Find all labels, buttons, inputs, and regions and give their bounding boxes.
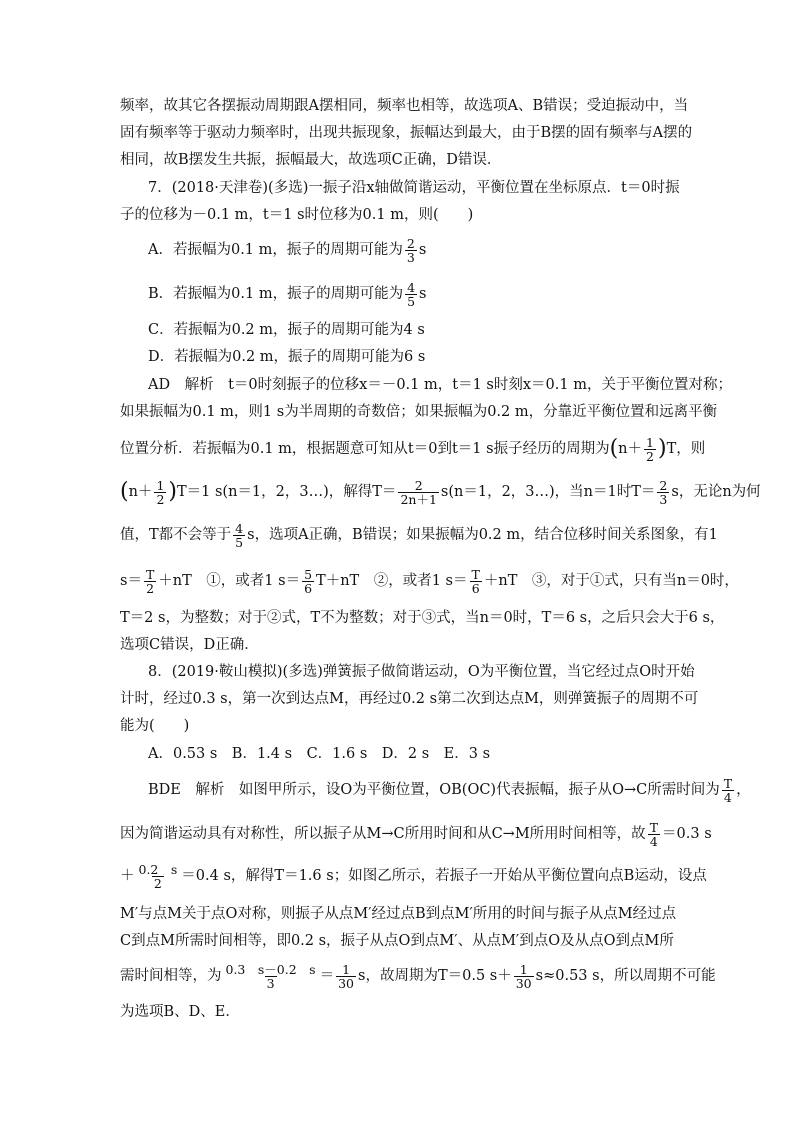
fraction: $\frac{5}{6}$ — [304, 566, 313, 596]
option-d: D．若振幅为0.2 m，振子的周期可能为6 s — [148, 349, 426, 365]
fraction: $\frac{2}{2n+1}$ — [400, 477, 437, 507]
solution-line: C到点M所需时间相等，即0.2 s，振子从点O到点M′、从点M′到点O及从点O到点M所 — [120, 933, 674, 949]
solution-line: ＋ $\frac{0.2 s}{2}$ ＝0.4 s，解得T＝1.6 s；如图乙所示，若振子一开始从平衡位置向点B运动，设点 — [120, 861, 707, 891]
option-c: C．若振幅为0.2 m，振子的周期可能为4 s — [148, 322, 425, 338]
solution-line: AD 解析 t＝0时刻振子的位移x＝－0.1 m，t＝1 s时刻x＝0.1 m，关于平衡位置对称； — [148, 377, 732, 393]
text-line: 固有频率等于驱动力频率时，出现共振现象，振幅达到最大，由于B摆的固有频率与A摆的 — [120, 125, 693, 141]
solution-line: 选项C错误，D正确． — [120, 637, 259, 653]
fraction: $\frac{1}{30}$ — [338, 961, 354, 991]
solution-line: 如果振幅为0.1 m，则1 s为半周期的奇数倍；如果振幅为0.2 m，分靠近平衡位置和远离平衡 — [120, 404, 718, 420]
solution-line: T＝2 s，为整数；对于②式，T不为整数；对于③式，当n＝0时，T＝6 s，之后只会大于6 s， — [120, 610, 725, 626]
question-7-stem: 7．(2018·天津卷)(多选)一振子沿x轴做简谐运动，平衡位置在坐标原点．t＝0时振 — [148, 180, 680, 196]
fraction: $\frac{4}{5}$ — [407, 279, 416, 309]
question-8-stem: 计时，经过0.3 s，第一次到达点M，再经过0.2 s第二次到达点M，则弹簧振子的周期不可 — [120, 691, 699, 707]
fraction: $\frac{0.2 s}{2}$ — [138, 861, 178, 891]
question-8-stem: 8．(2019·鞍山模拟)(多选)弹簧振子做简谐运动，O为平衡位置，当它经过点O时开始 — [148, 664, 695, 680]
solution-line: 为选项B、D、E． — [120, 1004, 240, 1020]
option-a: A．若振幅为0.1 m，振子的周期可能为 $\frac{2}{3}$ s — [148, 235, 427, 265]
option-b: B．若振幅为0.1 m，振子的周期可能为 $\frac{4}{5}$ s — [148, 279, 427, 309]
text-line: 相同，故B摆发生共振，振幅最大，故选项C正确，D错误． — [120, 152, 502, 168]
solution-line: 位置分析．若振幅为0.1 m，根据题意可知从t＝0到t＝1 s振子经历的周期为(n＋ $\frac{1}{2}$ )T，则 — [120, 434, 706, 464]
question-7-stem: 子的位移为－0.1 m，t＝1 s时位移为0.1 m，则( ) — [120, 207, 474, 223]
fraction: $\frac{T}{4}$ — [649, 819, 659, 849]
text-line: 频率，故其它各摆振动周期跟A摆相同，频率也相等，故选项A、B错误；受迫振动中，当 — [120, 98, 689, 114]
fraction: $\frac{T}{6}$ — [471, 566, 480, 596]
solution-line: BDE 解析 如图甲所示，设O为平衡位置，OB(OC)代表振幅，振子从O→C所需时间为 $\frac{T}{4}$ ， — [148, 775, 751, 805]
solution-line: M′与点M关于点O对称，则振子从点M′经过点B到点M′所用的时间与振子从点M经过点 — [120, 906, 677, 922]
solution-line: (n＋ $\frac{1}{2}$ )T＝1 s(n＝1，2，3…)，解得T＝ $\frac{2}{2n+1}$ s(n＝1，2，3…)，当n＝1时T＝ $\frac{2}{3}$ s，无论n为何 — [120, 477, 761, 507]
question-8-stem: 能为( ) — [120, 718, 190, 734]
fraction: $\frac{0.3 s-0.2 s}{3}$ — [225, 961, 316, 991]
fraction: $\frac{2}{3}$ — [659, 477, 668, 507]
solution-line: 因为简谐运动具有对称性，所以振子从M→C所用时间和从C→M所用时间相等，故 $\frac{T}{4}$ ＝0.3 s — [120, 819, 712, 849]
solution-line: s＝ $\frac{T}{2}$ ＋nT ①，或者1 s＝ $\frac{5}{6}$ T＋nT ②，或者1 s＝ $\frac{T}{6}$ ＋nT ③，对于①式，只有当n＝0时， — [120, 566, 739, 596]
fraction: $\frac{1}{2}$ — [646, 434, 654, 464]
fraction: $\frac{T}{2}$ — [145, 566, 155, 596]
fraction: $\frac{2}{3}$ — [406, 235, 415, 265]
solution-line: 需时间相等，为 $\frac{0.3 s-0.2 s}{3}$ ＝ $\frac{1}{30}$ s，故周期为T＝0.5 s＋ $\frac{1}{30}$ s≈0.53 s，所以周期不可能 — [120, 961, 716, 991]
fraction: $\frac{1}{2}$ — [156, 477, 165, 507]
fraction: $\frac{1}{30}$ — [515, 961, 532, 991]
fraction: $\frac{4}{5}$ — [235, 520, 244, 550]
fraction: $\frac{T}{4}$ — [723, 775, 733, 805]
solution-line: 值，T都不会等于 $\frac{4}{5}$ s，选项A正确，B错误；如果振幅为0.2 m，结合位移时间关系图象，有1 — [120, 520, 718, 550]
options-line: A．0.53 s B．1.4 s C．1.6 s D．2 s E．3 s — [148, 746, 491, 762]
